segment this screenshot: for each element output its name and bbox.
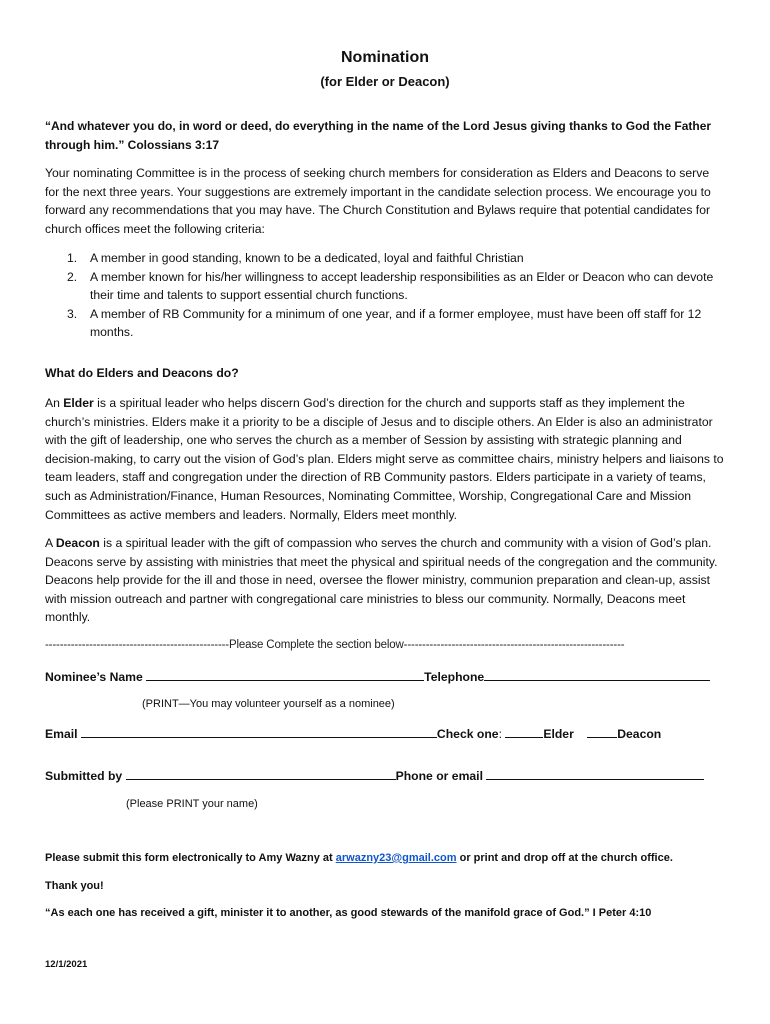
list-number: 2. xyxy=(67,269,78,284)
elder-checkbox[interactable] xyxy=(505,726,543,738)
list-text: A member known for his/her willingness to accept leadership responsibilities as an Elder or Deacon who can devote their time and talents to support essential church functions. xyxy=(90,269,714,303)
elder-paragraph xyxy=(45,394,725,524)
elder-option-label: Elder xyxy=(543,727,574,741)
list-item xyxy=(45,249,725,268)
email-link[interactable]: arwazny23@gmail.com xyxy=(335,852,457,864)
email-field[interactable] xyxy=(81,726,437,738)
list-text: A member in good standing, known to be a dedicated, loyal and faithful Christian xyxy=(90,251,524,265)
list-text: A member of RB Community for a minimum of one year, and if a former employee, must have been off staff for 12 months. xyxy=(90,306,702,340)
list-number: 1. xyxy=(67,251,78,265)
phone-email-label: Phone or email xyxy=(395,769,483,783)
deacon-lead: A xyxy=(45,536,56,550)
thank-you: Thank you! xyxy=(45,880,104,892)
nominee-name-field[interactable] xyxy=(146,669,424,681)
submit-instructions xyxy=(45,852,673,864)
criteria-list xyxy=(45,249,725,342)
list-item xyxy=(45,305,725,342)
section-divider: --------------------------------------------------Please Complete the section below------------------------------------------------------------ xyxy=(45,639,625,651)
page-title: Nomination xyxy=(341,49,429,66)
page-subtitle: (for Elder or Deacon) xyxy=(320,74,450,89)
closing-quote: “As each one has received a gift, minister it to another, as good stewards of the manifold grace of God.” I Peter 4:10 xyxy=(45,907,652,919)
email-row xyxy=(45,726,661,741)
submitted-row xyxy=(45,768,704,783)
elder-term: Elder xyxy=(63,396,94,410)
nominee-row xyxy=(45,669,710,684)
submitted-by-label: Submitted by xyxy=(45,769,123,783)
scripture-quote: “And whatever you do, in word or deed, do everything in the name of the Lord Jesus giving thanks to God the Father through him.” Colossians 3:17 xyxy=(45,119,712,152)
elder-lead: An xyxy=(45,396,64,410)
deacon-text: is a spiritual leader with the gift of compassion who serves the church and community with a vision of God’s plan. Deacons serve by assisting with ministries that meet the physical and spiritual needs of the congregation and the community. Deacons help provide for the ill and those in need, oversee the flower ministry, communion preparation and clean-up, assist with mission outreach and partner with congregational care ministries to bless our community. Normally, Deacons meet monthly. xyxy=(45,536,718,625)
telephone-field[interactable] xyxy=(484,669,710,681)
check-colon: : xyxy=(498,727,502,741)
email-label: Email xyxy=(45,727,78,741)
telephone-label: Telephone xyxy=(424,670,485,684)
section-heading: What do Elders and Deacons do? xyxy=(45,366,239,380)
submit-prefix: Please submit this form electronically to Amy Wazny at xyxy=(45,852,336,864)
check-one-label: Check one xyxy=(436,727,499,741)
submitted-by-field[interactable] xyxy=(126,768,396,780)
nominee-label: Nominee’s Name xyxy=(45,670,143,684)
list-number: 3. xyxy=(67,306,78,321)
list-item xyxy=(45,268,725,305)
deacon-paragraph xyxy=(45,534,725,627)
nominee-note: (PRINT—You may volunteer yourself as a nominee) xyxy=(142,698,395,710)
intro-paragraph: Your nominating Committee is in the process of seeking church members for consideration as Elders and Deacons to serve for the next three years. Your suggestions are extremely important in the candidate selection process. We encourage you to forward any recommendations that you may have. The Church Constitution and Bylaws require that potential candidates for church offices meet the following criteria: xyxy=(45,166,711,236)
document-date: 12/1/2021 xyxy=(45,959,88,970)
elder-text: is a spiritual leader who helps discern God’s direction for the church and supports staff as they implement the church’s ministries. Elders make it a priority to be a disciple of Jesus and to disciple others. An Elder is also an administrator with the gift of leadership, one who serves the church as a member of Session by assisting with strategic planning and decision-making, to carry out the vision of God’s plan. Elders might serve as committee chairs, ministry helpers and liaisons to team leaders, staff and congregation under the direction of RB Community pastors. Elders participate in a variety of teams, such as Administration/Finance, Human Resources, Nominating Committee, Worship, Congregational Care and Mission Committees as active members and leaders. Normally, Elders meet monthly. xyxy=(45,396,724,522)
deacon-checkbox[interactable] xyxy=(587,726,617,738)
submit-suffix: or print and drop off at the church office. xyxy=(456,852,673,864)
submitted-note: (Please PRINT your name) xyxy=(126,798,258,810)
phone-email-field[interactable] xyxy=(486,768,704,780)
deacon-term: Deacon xyxy=(55,536,100,550)
deacon-option-label: Deacon xyxy=(617,727,662,741)
